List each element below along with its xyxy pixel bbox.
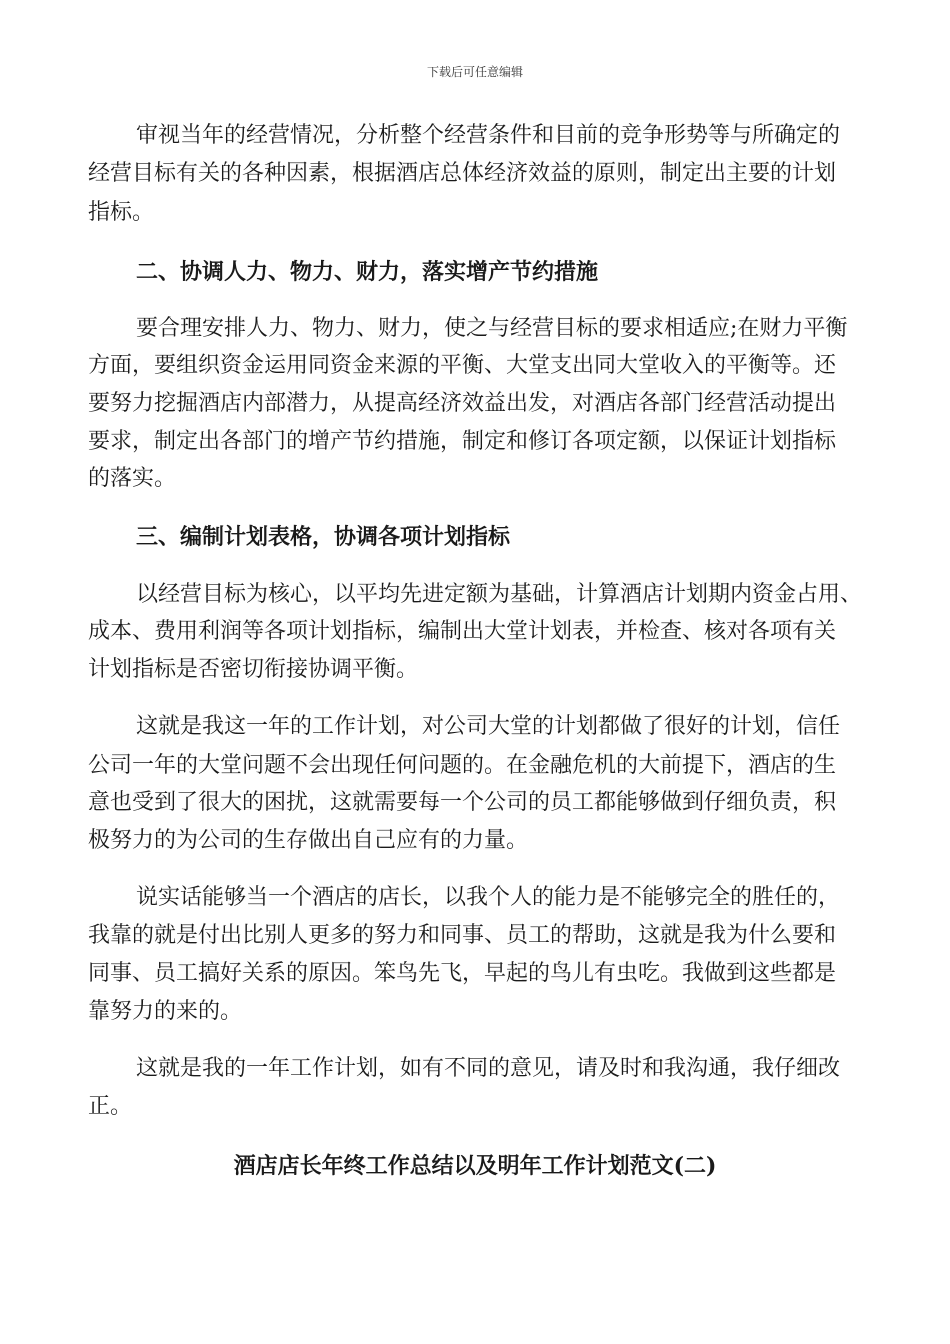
paragraph-1-line-3: 指标。 <box>88 200 155 225</box>
paragraph-2-line-4: 要求，制定出各部门的增产节约措施，制定和修订各项定额，以保证计划指标 <box>88 429 837 454</box>
paragraph-3-line-1: 以经营目标为核心，以平均先进定额为基础，计算酒店计划期内资金占用、 <box>136 582 863 607</box>
paragraph-3-line-2: 成本、费用利润等各项计划指标，编制出大堂计划表，并检查、核对各项有关 <box>88 619 837 644</box>
paragraph-4-line-2: 公司一年的大堂问题不会出现任何问题的。在金融危机的大前提下，酒店的生 <box>88 753 837 778</box>
paragraph-5-line-1: 说实话能够当一个酒店的店长，以我个人的能力是不能够完全的胜任的， <box>136 885 841 910</box>
section-heading-2: 二、协调人力、物力、财力，落实增产节约措施 <box>136 259 599 285</box>
paragraph-3-line-3: 计划指标是否密切衔接协调平衡。 <box>88 657 419 682</box>
paragraph-2-line-3: 要努力挖掘酒店内部潜力，从提高经济效益出发，对酒店各部门经营活动提出 <box>88 391 837 416</box>
paragraph-1-line-1: 审视当年的经营情况，分析整个经营条件和目前的竞争形势等与所确定的 <box>136 123 841 148</box>
paragraph-2-line-5: 的落实。 <box>88 466 177 491</box>
page-header-note: 下载后可任意编辑 <box>426 65 523 79</box>
paragraph-4-line-4: 极努力的为公司的生存做出自己应有的力量。 <box>88 828 529 853</box>
paragraph-5-line-3: 同事、员工搞好关系的原因。笨鸟先飞，早起的鸟儿有虫吃。我做到这些都是 <box>88 961 837 986</box>
paragraph-1-line-2: 经营目标有关的各种因素，根据酒店总体经济效益的原则，制定出主要的计划 <box>88 161 837 186</box>
next-section-title: 酒店店长年终工作总结以及明年工作计划范文(二) <box>233 1153 717 1179</box>
paragraph-6-line-2: 正。 <box>88 1094 133 1119</box>
paragraph-2-line-2: 方面，要组织资金运用同资金来源的平衡、大堂支出同大堂收入的平衡等。还 <box>88 353 837 378</box>
paragraph-5-line-4: 靠努力的来的。 <box>88 999 243 1024</box>
paragraph-4-line-1: 这就是我这一年的工作计划，对公司大堂的计划都做了很好的计划，信任 <box>136 714 841 739</box>
paragraph-2-line-1: 要合理安排人力、物力、财力，使之与经营目标的要求相适应;在财力平衡 <box>136 316 848 341</box>
paragraph-5-line-2: 我靠的就是付出比别人更多的努力和同事、员工的帮助，这就是我为什么要和 <box>88 923 837 948</box>
paragraph-6-line-1: 这就是我的一年工作计划，如有不同的意见，请及时和我沟通，我仔细改 <box>136 1056 841 1081</box>
paragraph-4-line-3: 意也受到了很大的困扰，这就需要每一个公司的员工都能够做到仔细负责，积 <box>88 790 837 815</box>
section-heading-3: 三、编制计划表格，协调各项计划指标 <box>136 524 511 550</box>
